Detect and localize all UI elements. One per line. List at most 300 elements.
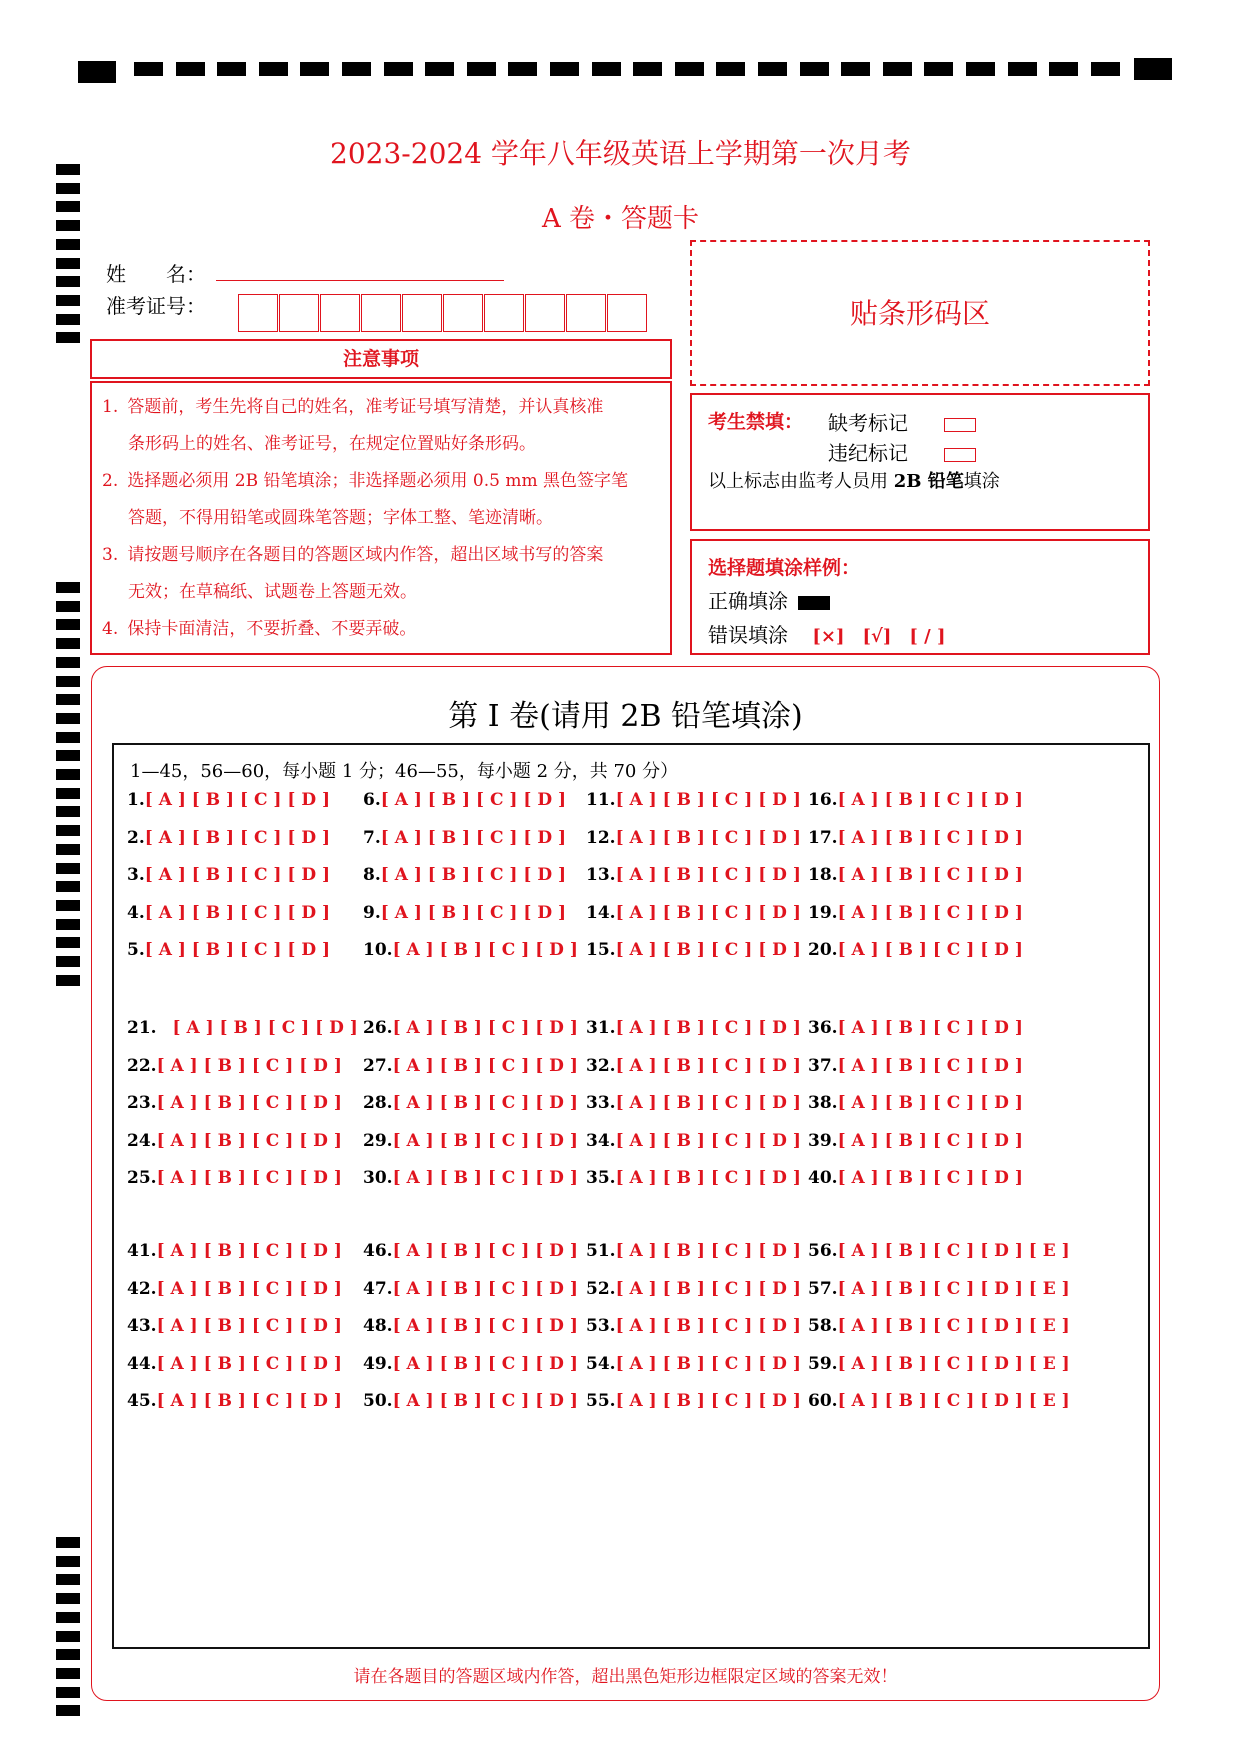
timing-mark — [56, 844, 80, 855]
answer-row — [127, 903, 330, 923]
question-number: 2. — [127, 827, 145, 848]
question-number: 49. — [363, 1353, 393, 1374]
answer-options[interactable]: [ A ] [ B ] [ C ] [ D ] — [144, 902, 331, 923]
answer-row — [808, 1093, 1023, 1113]
timing-mark — [56, 694, 80, 705]
answer-row — [586, 940, 801, 960]
answer-options[interactable]: [ A ] [ B ] [ C ] [ D ] — [837, 1168, 1023, 1188]
answer-options[interactable]: [ A ] [ B ] [ C ] [ D ] — [837, 940, 1023, 960]
answer-row — [808, 1279, 1070, 1299]
answer-row — [127, 1168, 342, 1188]
answer-options[interactable]: [ A ] [ B ] [ C ] [ D ] — [392, 1353, 578, 1374]
answer-options[interactable]: [ A ] [ B ] [ C ] [ D ] — [615, 1055, 801, 1076]
question-number: 59. — [808, 1353, 838, 1374]
sample-wrong-marks: [×] [√] [ / ] — [812, 626, 946, 647]
answer-row — [363, 1131, 578, 1151]
answer-options[interactable]: [ A ] [ B ] [ C ] [ D ] — [156, 1093, 342, 1113]
answer-options[interactable]: [ A ] [ B ] [ C ] [ D ] — [392, 1241, 578, 1261]
answer-options[interactable]: [ A ] [ B ] [ C ] [ D ] — [380, 790, 567, 810]
question-number: 57. — [808, 1278, 838, 1299]
answer-options[interactable]: [ A ] [ B ] [ C ] [ D ] — [615, 1241, 801, 1261]
notice-item-line: 答题，不得用铅笔或圆珠笔答题；字体工整、笔迹清晰。 — [128, 508, 553, 528]
answer-options[interactable]: [ A ] [ B ] [ C ] [ D ] — [392, 1055, 578, 1076]
answer-options[interactable]: [ A ] [ B ] [ C ] [ D ] — [392, 1093, 578, 1113]
timing-mark — [56, 750, 80, 761]
timing-mark — [56, 900, 80, 911]
notice-item — [102, 611, 662, 648]
timing-mark — [56, 314, 80, 325]
timing-mark — [259, 62, 288, 76]
section-footer-note: 请在各题目的答题区域内作答，超出黑色矩形边框限定区域的答案无效！ — [353, 1667, 898, 1687]
timing-mark — [56, 732, 80, 743]
notice-item-line: 选择题必须用 2B 铅笔填涂；非选择题必须用 0.5 mm 黑色签字笔 — [127, 471, 629, 491]
answer-options[interactable]: [ A ] [ B ] [ C ] [ D ] — [615, 790, 801, 810]
timing-mark — [56, 1537, 80, 1548]
timing-mark — [78, 61, 116, 83]
timing-mark — [56, 713, 80, 724]
timing-mark — [56, 956, 80, 967]
question-number: 13. — [586, 865, 616, 885]
sample-heading: 选择题填涂样例： — [708, 557, 861, 579]
barcode-label: 贴条形码区 — [849, 297, 990, 330]
answer-row — [363, 1056, 578, 1076]
timing-mark — [56, 676, 80, 687]
answer-row — [363, 1093, 578, 1113]
answer-options[interactable]: [ A ] [ B ] [ C ] [ D ] [ E ] — [837, 1241, 1070, 1261]
notice-list — [102, 389, 662, 648]
timing-mark — [217, 62, 246, 76]
question-number: 23. — [127, 1093, 157, 1113]
answer-row — [808, 1316, 1070, 1336]
answer-row — [127, 1018, 358, 1038]
timing-mark — [56, 825, 80, 836]
question-number: 1. — [127, 790, 145, 810]
question-number: 44. — [127, 1353, 157, 1374]
question-number: 21. — [127, 1018, 163, 1038]
answer-options[interactable]: [ A ] [ B ] [ C ] [ D ] — [615, 1093, 801, 1113]
timing-mark — [56, 1668, 80, 1679]
timing-mark — [176, 62, 205, 76]
answer-row — [363, 1316, 578, 1336]
notice-item-line: 答题前，考生先将自己的姓名，准考证号填写清楚，并认真核准 — [127, 397, 604, 417]
absent-mark-label: 缺考标记 — [828, 411, 908, 435]
timing-mark — [675, 62, 704, 76]
answer-row — [586, 1279, 801, 1299]
answer-row — [363, 790, 566, 810]
timing-mark — [800, 62, 829, 76]
notice-item-line: 保持卡面清洁，不要折叠、不要弄破。 — [127, 619, 417, 639]
timing-mark — [56, 769, 80, 780]
answer-row — [363, 1168, 578, 1188]
question-number: 20. — [808, 940, 838, 960]
timing-mark — [966, 62, 995, 76]
notice-item — [102, 389, 662, 463]
answer-options[interactable]: [ A ] [ B ] [ C ] [ D ] — [837, 1055, 1023, 1076]
question-number: 32. — [586, 1055, 616, 1076]
timing-mark — [425, 62, 454, 76]
notice-item-number: 1. — [102, 397, 119, 417]
timing-mark — [56, 601, 80, 612]
violation-mark-row — [828, 437, 976, 466]
question-number: 41. — [127, 1241, 157, 1261]
timing-mark — [56, 582, 80, 593]
timing-mark — [592, 62, 621, 76]
question-number: 47. — [363, 1278, 393, 1299]
timing-mark — [467, 62, 496, 76]
answer-row — [127, 1316, 342, 1336]
answer-options[interactable]: [ A ] [ B ] [ C ] [ D ] — [837, 865, 1023, 885]
question-number: 9. — [363, 902, 381, 923]
violation-mark-label: 违纪标记 — [828, 441, 908, 465]
question-number: 45. — [127, 1391, 157, 1411]
question-number: 36. — [808, 1018, 838, 1038]
answer-options[interactable]: [ A ] [ B ] [ C ] [ D ] — [615, 1018, 801, 1038]
question-number: 53. — [586, 1316, 616, 1336]
answer-row — [808, 1131, 1023, 1151]
timing-mark — [56, 881, 80, 892]
timing-mark — [924, 62, 953, 76]
timing-mark — [56, 239, 80, 250]
timing-mark — [56, 258, 80, 269]
answer-options[interactable]: [ A ] [ B ] [ C ] [ D ] [ E ] — [837, 1278, 1070, 1299]
notice-item-number: 2. — [102, 471, 119, 491]
id-digit-cell[interactable] — [525, 294, 565, 332]
name-label: 姓 名： — [106, 262, 206, 286]
timing-mark — [56, 183, 80, 194]
answer-options[interactable]: [ A ] [ B ] [ C ] [ D ] — [837, 827, 1023, 848]
question-number: 11. — [586, 790, 616, 810]
timing-mark — [56, 657, 80, 668]
answer-options[interactable]: [ A ] [ B ] [ C ] [ D ] — [156, 1391, 342, 1411]
timing-mark — [1091, 62, 1120, 76]
answer-row — [363, 1279, 578, 1299]
answer-options[interactable]: [ A ] [ B ] [ C ] [ D ] — [156, 1168, 342, 1188]
answer-row — [127, 940, 330, 960]
answer-row — [808, 1354, 1070, 1374]
question-number: 35. — [586, 1168, 616, 1188]
answer-options[interactable]: [ A ] [ B ] [ C ] [ D ] — [615, 1316, 801, 1336]
answer-row — [363, 1018, 578, 1038]
question-number: 25. — [127, 1168, 157, 1188]
answer-row — [808, 940, 1023, 960]
answer-options[interactable]: [ A ] [ B ] [ C ] [ D ] — [392, 1278, 578, 1299]
question-number: 33. — [586, 1093, 616, 1113]
answer-row — [363, 1354, 578, 1374]
id-digit-cell[interactable] — [566, 294, 606, 332]
timing-mark — [633, 62, 662, 76]
sample-wrong-label: 错误填涂 — [708, 623, 788, 647]
timing-mark — [384, 62, 413, 76]
answer-row — [586, 1018, 801, 1038]
timing-mark — [56, 937, 80, 948]
answer-options[interactable]: [ A ] [ B ] [ C ] [ D ] — [172, 1018, 358, 1038]
answer-row — [127, 1241, 342, 1261]
notice-item — [102, 537, 662, 611]
answer-options[interactable]: [ A ] [ B ] [ C ] [ D ] — [837, 902, 1023, 923]
answer-options[interactable]: [ A ] [ B ] [ C ] [ D ] — [392, 1130, 578, 1151]
timing-mark — [550, 62, 579, 76]
answer-row — [127, 790, 330, 810]
timing-mark — [56, 619, 80, 630]
answer-row — [808, 790, 1023, 810]
timing-mark — [342, 62, 371, 76]
sample-box — [690, 539, 1150, 655]
notice-item-number: 4. — [102, 619, 119, 639]
sample-correct-label: 正确填涂 — [708, 589, 788, 613]
answer-row — [586, 1131, 801, 1151]
timing-mark — [56, 788, 80, 799]
sample-wrong-row — [708, 619, 945, 648]
violation-mark-box[interactable] — [944, 448, 976, 462]
answer-row — [586, 1168, 801, 1188]
answer-options[interactable]: [ A ] [ B ] [ C ] [ D ] — [380, 902, 567, 923]
question-number: 43. — [127, 1316, 157, 1336]
id-digit-cell[interactable] — [279, 294, 319, 332]
answer-options[interactable]: [ A ] [ B ] [ C ] [ D ] — [392, 1391, 578, 1411]
timing-mark — [56, 919, 80, 930]
question-number: 17. — [808, 827, 838, 848]
answer-row — [808, 1391, 1070, 1411]
timing-mark — [841, 62, 870, 76]
answer-options[interactable]: [ A ] [ B ] [ C ] [ D ] — [144, 827, 331, 848]
answer-options[interactable]: [ A ] [ B ] [ C ] [ D ] — [615, 827, 801, 848]
answer-options[interactable]: [ A ] [ B ] [ C ] [ D ] — [837, 790, 1023, 810]
question-number: 56. — [808, 1241, 838, 1261]
question-number: 50. — [363, 1391, 393, 1411]
answer-row — [363, 903, 566, 923]
id-digit-cell[interactable] — [402, 294, 442, 332]
answer-options[interactable]: [ A ] [ B ] [ C ] [ D ] — [392, 1316, 578, 1336]
timing-mark — [883, 62, 912, 76]
answer-options[interactable]: [ A ] [ B ] [ C ] [ D ] — [156, 1353, 342, 1374]
notice-item-line: 请按题号顺序在各题目的答题区域内作答，超出区域书写的答案 — [127, 545, 604, 565]
notice-heading-box — [90, 339, 672, 379]
timing-mark — [508, 62, 537, 76]
answer-options[interactable]: [ A ] [ B ] [ C ] [ D ] [ E ] — [837, 1391, 1070, 1411]
notice-item-number: 3. — [102, 545, 119, 565]
timing-mark — [56, 1556, 80, 1567]
question-number: 4. — [127, 902, 145, 923]
question-number: 34. — [586, 1130, 616, 1151]
timing-mark — [56, 1574, 80, 1585]
forbidden-box — [690, 393, 1150, 531]
answer-options[interactable]: [ A ] [ B ] [ C ] [ D ] — [156, 1130, 342, 1151]
timing-mark — [56, 1649, 80, 1660]
question-number: 8. — [363, 865, 381, 885]
timing-mark — [56, 1612, 80, 1623]
answer-options[interactable]: [ A ] [ B ] [ C ] [ D ] — [615, 1391, 801, 1411]
answer-options[interactable]: [ A ] [ B ] [ C ] [ D ] — [837, 1018, 1023, 1038]
timing-mark — [716, 62, 745, 76]
answer-row — [586, 1354, 801, 1374]
timing-mark — [56, 806, 80, 817]
absent-mark-row — [828, 407, 976, 436]
answer-row — [808, 865, 1023, 885]
answer-row — [127, 1391, 342, 1411]
notice-heading: 注意事项 — [342, 348, 419, 370]
question-number: 46. — [363, 1241, 393, 1261]
answer-options[interactable]: [ A ] [ B ] [ C ] [ D ] — [144, 865, 331, 885]
answer-options[interactable]: [ A ] [ B ] [ C ] [ D ] — [615, 1278, 801, 1299]
answer-row — [363, 828, 566, 848]
answer-row — [586, 903, 801, 923]
answer-options[interactable]: [ A ] [ B ] [ C ] [ D ] — [615, 940, 801, 960]
answer-options[interactable]: [ A ] [ B ] [ C ] [ D ] — [615, 1130, 801, 1151]
question-number: 51. — [586, 1241, 616, 1261]
timing-mark — [56, 975, 80, 986]
answer-options[interactable]: [ A ] [ B ] [ C ] [ D ] — [615, 1353, 801, 1374]
answer-options[interactable]: [ A ] [ B ] [ C ] [ D ] — [156, 1316, 342, 1336]
answer-row — [586, 828, 801, 848]
answer-row — [586, 790, 801, 810]
question-number: 16. — [808, 790, 838, 810]
forbidden-note — [708, 467, 1000, 493]
question-number: 42. — [127, 1278, 157, 1299]
forbidden-note-prefix: 以上标志由监考人员用 — [708, 471, 894, 492]
question-number: 55. — [586, 1391, 616, 1411]
answer-row — [586, 1391, 801, 1411]
answer-options[interactable]: [ A ] [ B ] [ C ] [ D ] — [615, 1168, 801, 1188]
id-number-field[interactable] — [238, 294, 648, 334]
answer-row — [586, 865, 801, 885]
answer-options[interactable]: [ A ] [ B ] [ C ] [ D ] — [380, 827, 567, 848]
answer-options[interactable]: [ A ] [ B ] [ C ] [ D ] — [837, 1130, 1023, 1151]
answer-row — [127, 1056, 342, 1076]
section-one-title: 第 I 卷(请用 2B 铅笔填涂) — [448, 699, 803, 734]
question-number: 10. — [363, 940, 393, 960]
card-subtitle: A 卷・答题卡 — [541, 204, 700, 234]
timing-mark — [300, 62, 329, 76]
question-number: 24. — [127, 1130, 157, 1151]
forbidden-label: 考生禁填： — [708, 411, 804, 433]
answer-row — [127, 1131, 342, 1151]
question-number: 7. — [363, 827, 381, 848]
answer-options[interactable]: [ A ] [ B ] [ C ] [ D ] — [144, 940, 331, 960]
question-number: 6. — [363, 790, 381, 810]
timing-mark — [56, 1631, 80, 1642]
answer-row — [127, 1354, 342, 1374]
question-number: 54. — [586, 1353, 616, 1374]
answer-options[interactable]: [ A ] [ B ] [ C ] [ D ] — [615, 902, 801, 923]
answer-row — [586, 1056, 801, 1076]
timing-mark — [56, 295, 80, 306]
answer-row — [363, 940, 578, 960]
id-digit-cell[interactable] — [320, 294, 360, 332]
answer-row — [808, 828, 1023, 848]
question-number: 58. — [808, 1316, 838, 1336]
answer-row — [127, 865, 330, 885]
question-number: 52. — [586, 1278, 616, 1299]
answer-options[interactable]: [ A ] [ B ] [ C ] [ D ] — [156, 1278, 342, 1299]
answer-row — [363, 1241, 578, 1261]
question-number: 26. — [363, 1018, 393, 1038]
notice-item — [102, 463, 662, 537]
timing-mark — [56, 1687, 80, 1698]
answer-row — [127, 1093, 342, 1113]
answer-row — [808, 1241, 1070, 1261]
answer-row — [363, 1391, 578, 1411]
answer-options[interactable]: [ A ] [ B ] [ C ] [ D ] — [156, 1241, 342, 1261]
forbidden-note-suffix: 填涂 — [963, 471, 1000, 492]
name-field[interactable] — [216, 280, 504, 281]
answer-options[interactable]: [ A ] [ B ] [ C ] [ D ] [ E ] — [837, 1353, 1070, 1374]
question-number: 39. — [808, 1130, 838, 1151]
exam-title: 2023-2024 学年八年级英语上学期第一次月考 — [330, 137, 911, 170]
id-digit-cell[interactable] — [443, 294, 483, 332]
notice-item-line: 无效；在草稿纸、试题卷上答题无效。 — [128, 582, 417, 602]
timing-mark — [56, 1705, 80, 1716]
barcode-area — [690, 240, 1150, 386]
answer-row — [586, 1241, 801, 1261]
filled-mark-icon — [798, 596, 830, 610]
id-label: 准考证号： — [106, 294, 206, 318]
answer-options[interactable]: [ A ] [ B ] [ C ] [ D ] — [144, 790, 331, 810]
question-number: 48. — [363, 1316, 393, 1336]
timing-mark — [1049, 62, 1078, 76]
timing-mark — [56, 332, 80, 343]
answer-row — [808, 1056, 1023, 1076]
answer-row — [586, 1316, 801, 1336]
question-number: 12. — [586, 827, 616, 848]
question-number: 5. — [127, 940, 145, 960]
answer-options[interactable]: [ A ] [ B ] [ C ] [ D ] — [380, 865, 567, 885]
answer-row — [127, 1279, 342, 1299]
timing-mark — [56, 638, 80, 649]
notice-box — [90, 381, 672, 655]
answer-row — [808, 1168, 1023, 1188]
question-number: 37. — [808, 1055, 838, 1076]
answer-options[interactable]: [ A ] [ B ] [ C ] [ D ] — [615, 865, 801, 885]
id-digit-cell[interactable] — [484, 294, 524, 332]
answer-options[interactable]: [ A ] [ B ] [ C ] [ D ] — [392, 1018, 578, 1038]
question-number: 15. — [586, 940, 616, 960]
notice-item-line: 条形码上的姓名、准考证号，在规定位置贴好条形码。 — [128, 434, 536, 454]
question-number: 28. — [363, 1093, 393, 1113]
answer-options[interactable]: [ A ] [ B ] [ C ] [ D ] — [392, 1168, 578, 1188]
timing-mark — [1134, 58, 1172, 80]
answer-options[interactable]: [ A ] [ B ] [ C ] [ D ] — [392, 940, 578, 960]
timing-mark — [134, 62, 163, 76]
absent-mark-box[interactable] — [944, 418, 976, 432]
timing-mark — [758, 62, 787, 76]
sample-correct-row — [708, 585, 830, 614]
forbidden-note-bold: 2B 铅笔 — [893, 471, 964, 492]
scoring-instruction: 1—45，56—60，每小题 1 分；46—55，每小题 2 分，共 70 分） — [130, 761, 679, 782]
answer-options[interactable]: [ A ] [ B ] [ C ] [ D ] — [156, 1055, 342, 1076]
question-number: 38. — [808, 1093, 838, 1113]
timing-mark — [56, 863, 80, 874]
question-number: 31. — [586, 1018, 616, 1038]
timing-mark — [56, 276, 80, 287]
id-digit-cell[interactable] — [361, 294, 401, 332]
question-number: 27. — [363, 1055, 393, 1076]
question-number: 40. — [808, 1168, 838, 1188]
timing-mark — [1008, 62, 1037, 76]
answer-options[interactable]: [ A ] [ B ] [ C ] [ D ] [ E ] — [837, 1316, 1070, 1336]
answer-row — [586, 1093, 801, 1113]
question-number: 22. — [127, 1055, 157, 1076]
question-number: 14. — [586, 902, 616, 923]
timing-mark — [56, 1593, 80, 1604]
question-number: 29. — [363, 1130, 393, 1151]
question-number: 19. — [808, 902, 838, 923]
id-digit-cell[interactable] — [607, 294, 647, 332]
answer-row — [808, 1018, 1023, 1038]
answer-options[interactable]: [ A ] [ B ] [ C ] [ D ] — [837, 1093, 1023, 1113]
id-digit-cell[interactable] — [238, 294, 278, 332]
question-number: 30. — [363, 1168, 393, 1188]
question-number: 60. — [808, 1391, 838, 1411]
